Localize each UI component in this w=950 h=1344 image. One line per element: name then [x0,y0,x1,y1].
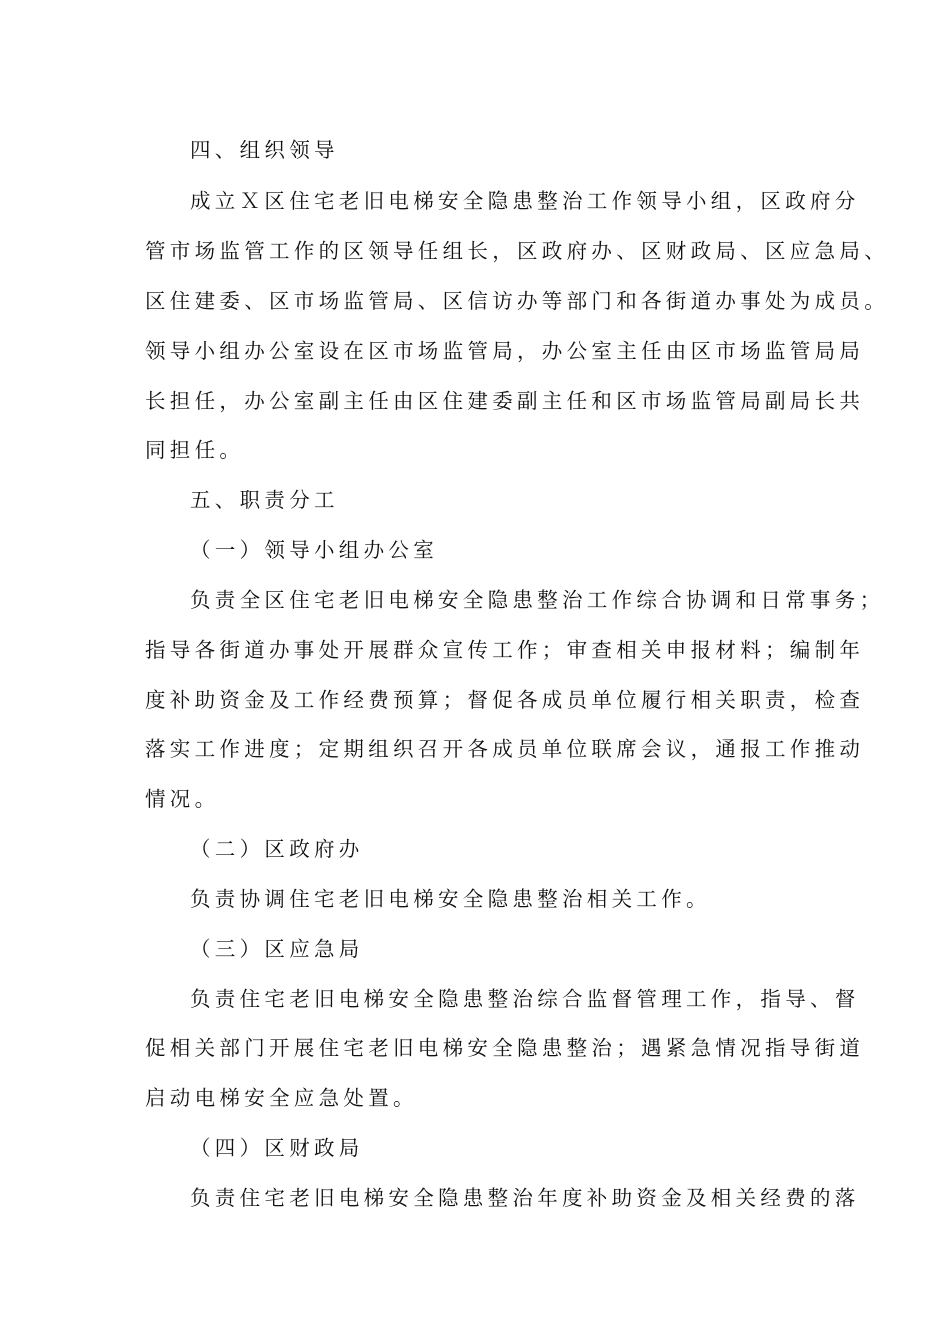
paragraph-line: 落实工作进度；定期组织召开各成员单位联席会议，通报工作推动 [145,737,865,761]
paragraph-line: 负责住宅老旧电梯安全隐患整治年度补助资金及相关经费的落 [190,1186,860,1210]
paragraph-line: 同担任。 [145,438,245,462]
paragraph-line: 度补助资金及工作经费预算；督促各成员单位履行相关职责，检查 [145,688,865,712]
paragraph-line: 指导各街道办事处开展群众宣传工作；审查相关申报材料；编制年 [145,638,865,662]
subheading-emergency-bureau: （三）区应急局 [190,937,364,961]
paragraph-line: 负责住宅老旧电梯安全隐患整治综合监督管理工作，指导、督 [190,987,860,1011]
paragraph-line: 长担任，办公室副主任由区住建委副主任和区市场监管局副局长共 [145,389,865,413]
section-heading-organization: 四、组织领导 [190,138,339,162]
paragraph-line: 区住建委、区市场监管局、区信访办等部门和各街道办事处为成员。 [145,289,889,313]
paragraph-line: 负责协调住宅老旧电梯安全隐患整治相关工作。 [190,887,711,911]
subheading-office: （一）领导小组办公室 [190,538,438,562]
paragraph-line: 负责全区住宅老旧电梯安全隐患整治工作综合协调和日常事务； [190,588,885,612]
paragraph-line: 成立Ｘ区住宅老旧电梯安全隐患整治工作领导小组，区政府分 [190,189,860,213]
paragraph-line: 领导小组办公室设在区市场监管局，办公室主任由区市场监管局局 [145,339,865,363]
paragraph-line: 管市场监管工作的区领导任组长，区政府办、区财政局、区应急局、 [145,239,889,263]
section-heading-duties: 五、职责分工 [190,488,339,512]
paragraph-line: 启动电梯安全应急处置。 [145,1086,418,1110]
subheading-finance-bureau: （四）区财政局 [190,1136,364,1160]
paragraph-line: 情况。 [145,787,220,811]
subheading-government-office: （二）区政府办 [190,837,364,861]
paragraph-line: 促相关部门开展住宅老旧电梯安全隐患整治；遇紧急情况指导街道 [145,1036,865,1060]
